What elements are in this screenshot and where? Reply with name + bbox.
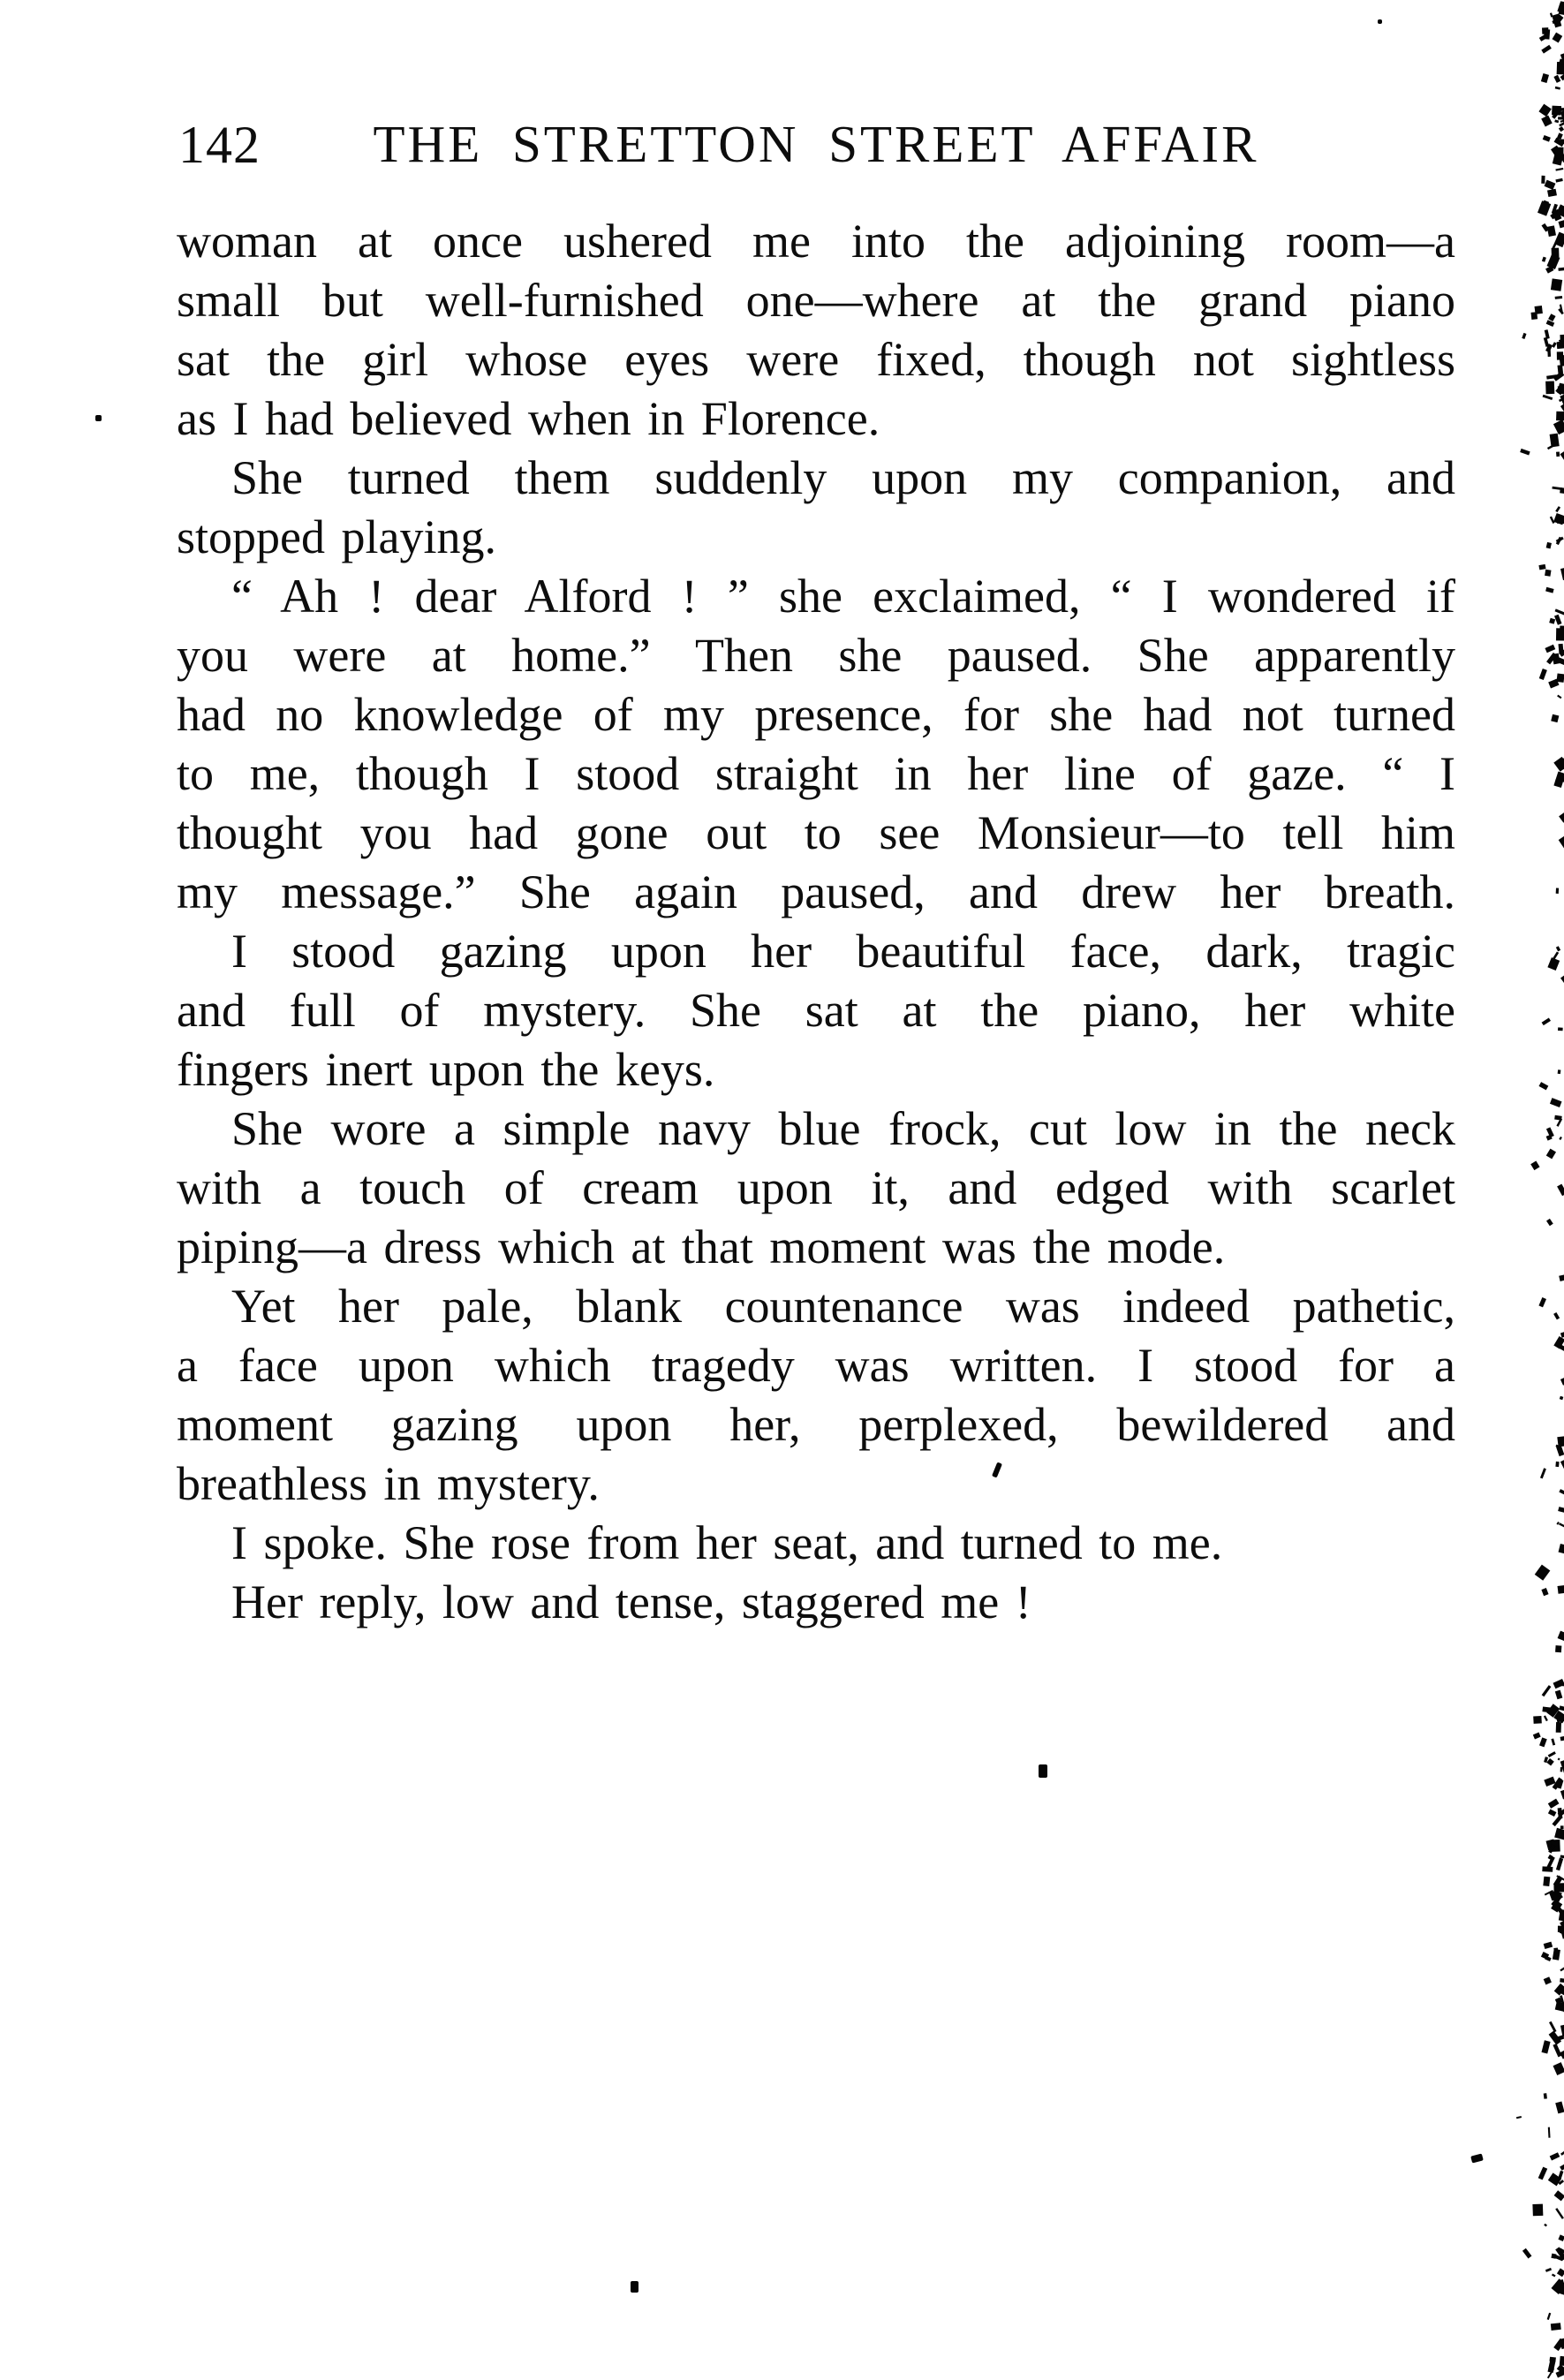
text-line-6: stopped playing. (177, 510, 496, 563)
text-line-4: as I had believed when in Florence. (177, 392, 880, 445)
text-line-13: I stood gazing upon her beautiful face, dark, tragic (231, 925, 1455, 978)
text-line-22: breathless in mystery. (177, 1457, 600, 1510)
text-line-11: thought you had gone out to see Monsieur—to tell him (177, 806, 1455, 859)
text-line-8: you were at home.” Then she paused. She apparently (177, 629, 1455, 682)
page-number: 142 (178, 116, 261, 174)
text-line-23: I spoke. She rose from her seat, and turned to me. (231, 1516, 1223, 1569)
text-line-16: She wore a simple navy blue frock, cut low in the neck (231, 1102, 1455, 1155)
text-line-2: small but well-furnished one—where at the grand piano (177, 274, 1455, 327)
text-line-21: moment gazing upon her, perplexed, bewildered and (177, 1398, 1455, 1451)
text-line-20: a face upon which tragedy was written. I stood for a (177, 1339, 1455, 1392)
text-line-1: woman at once ushered me into the adjoining room—a (177, 215, 1455, 268)
text-line-24: Her reply, low and tense, staggered me ! (231, 1575, 1031, 1628)
running-title: THE STRETTON STREET AFFAIR (373, 115, 1259, 173)
text-line-12: my message.” She again paused, and drew her breath. (177, 865, 1455, 918)
text-line-15: fingers inert upon the keys. (177, 1043, 715, 1096)
text-line-10: to me, though I stood straight in her line of gaze. “ I (177, 747, 1455, 800)
text-line-3: sat the girl whose eyes were fixed, though not sightless (177, 333, 1455, 386)
text-line-18: piping—a dress which at that moment was the mode. (177, 1220, 1226, 1273)
text-line-5: She turned them suddenly upon my companion, and (231, 451, 1455, 504)
text-line-17: with a touch of cream upon it, and edged with scarlet (177, 1161, 1455, 1214)
text-line-19: Yet her pale, blank countenance was indeed pathetic, (231, 1280, 1455, 1333)
text-line-14: and full of mystery. She sat at the piano, her white (177, 984, 1455, 1037)
text-line-7: “ Ah ! dear Alford ! ” she exclaimed, “ I wondered if (231, 570, 1455, 623)
text-line-9: had no knowledge of my presence, for she had not turned (177, 688, 1455, 741)
